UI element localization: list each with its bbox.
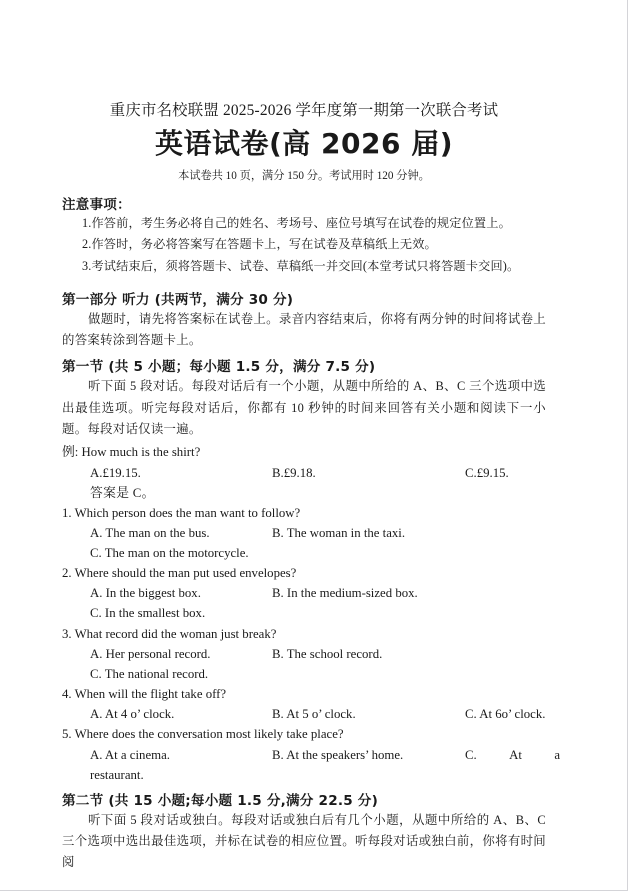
question-stem: 4. When will the flight take off? [62, 687, 227, 702]
option-b: B. At 5 o’ clock. [272, 707, 356, 722]
option-c: C.£9.15. [465, 465, 509, 480]
option-a: A. In the biggest box. [90, 586, 201, 601]
option-a: A.£19.15. [90, 465, 141, 480]
example-answer: 答案是 C。 [90, 485, 155, 500]
question-stem: 2. Where should the man put used envelopes? [62, 566, 297, 581]
section-two-intro: 听下面 5 段对话或独白。每段对话或独白后有几个小题，从题中所给的 A、B、C 三个选项中选出最佳选项，并标在试卷的相应位置。听每段对话或独白前，你将有时间阅 [62, 812, 546, 870]
question-options [62, 704, 546, 724]
question-stem: 1. Which person does the man want to follow? [62, 505, 301, 520]
option-c-word-1: At [509, 747, 522, 762]
option-c: C. In the smallest box. [90, 606, 206, 621]
option-b: B. The school record. [272, 646, 383, 661]
notice-item: 2.作答时，务必将答案写在答题卡上，写在试卷及草稿纸上无效。 [82, 237, 437, 252]
page-subtitle: 英语试卷(高 2026 届) [154, 127, 454, 161]
section-two-heading: 第二节 (共 15 小题;每小题 1.5 分,满分 22.5 分) [62, 792, 379, 809]
option-c-word-2: a [554, 747, 560, 762]
page-title: 重庆市名校联盟 2025-2026 学年度第一期第一次联合考试 [109, 102, 499, 119]
paper-meta: 本试卷共 10 页，满分 150 分。考试用时 120 分钟。 [178, 169, 430, 182]
option-a: A. At a cinema. [90, 747, 170, 762]
notice-list [62, 213, 546, 278]
question-stem: 5. Where does the conversation most likely take place? [62, 727, 344, 742]
part-one-heading: 第一部分 听力 (共两节，满分 30 分) [62, 291, 294, 308]
option-c: C. At 6o’ clock. [465, 707, 546, 722]
question-options [62, 745, 560, 765]
question-options [62, 583, 546, 603]
section-one-intro: 听下面 5 段对话。每段对话后有一个小题，从题中所给的 A、B、C 三个选项中选出最佳选项。听完每段对话后，你都有 10 秒钟的时间来回答有关小题和阅读下一小题。每段对话仅读一遍。 [62, 379, 546, 436]
option-a: A. The man on the bus. [90, 525, 210, 540]
notice-item: 1.作答前，考生务必将自己的姓名、考场号、座位号填写在试卷的规定位置上。 [82, 215, 511, 230]
option-b: B.£9.18. [272, 465, 316, 480]
question-stem: 3. What record did the woman just break? [62, 626, 277, 641]
option-b: B. In the medium-sized box. [272, 586, 418, 601]
notice-heading: 注意事项： [62, 196, 131, 212]
option-b: B. At the speakers’ home. [272, 747, 404, 762]
option-b: B. The woman in the taxi. [272, 525, 406, 540]
option-c-label: C. [465, 747, 477, 762]
question-options [62, 523, 546, 543]
option-c-continuation: restaurant. [90, 767, 144, 782]
option-a: A. Her personal record. [90, 646, 211, 661]
option-c: C. The national record. [90, 666, 209, 681]
question-options [62, 644, 546, 664]
option-a: A. At 4 o’ clock. [90, 707, 175, 722]
notice-item: 3.考试结束后，须将答题卡、试卷、草稿纸一并交回(本堂考试只将答题卡交回)。 [82, 258, 520, 273]
example-stem: 例: How much is the shirt? [62, 445, 201, 460]
option-c: C. The man on the motorcycle. [90, 545, 249, 560]
example-options [62, 463, 546, 483]
option-c [465, 745, 560, 765]
section-one-heading: 第一节 (共 5 小题；每小题 1.5 分，满分 7.5 分) [62, 359, 376, 376]
part-one-intro: 做题时，请先将答案标在试卷上。录音内容结束后，你将有两分钟的时间将试卷上的答案转涂到答题卡上。 [62, 311, 546, 347]
page-content [62, 0, 560, 874]
